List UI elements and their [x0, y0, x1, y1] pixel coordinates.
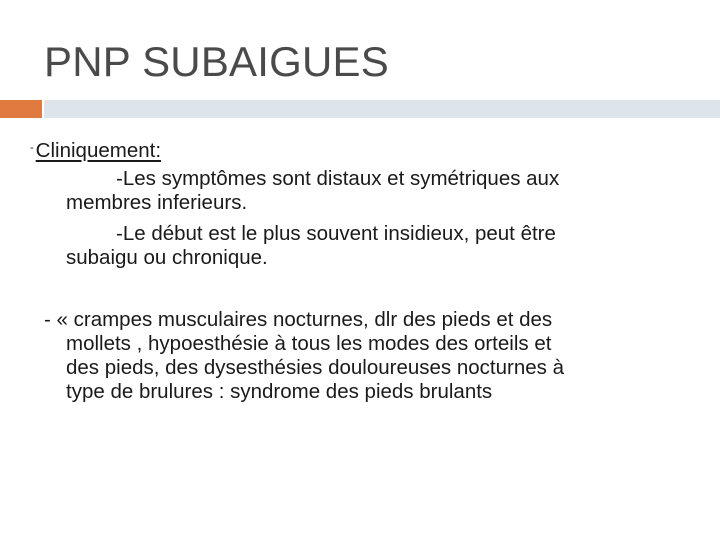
accent-bar — [0, 100, 42, 118]
slide-title: PNP SUBAIGUES — [44, 38, 389, 85]
cramps-line-3: des pieds, des dysesthésies douloureuses nocturnes à — [66, 356, 565, 379]
cramps-line-4: type de brulures : syndrome des pieds brulants — [66, 380, 493, 403]
title-underline-bar — [44, 100, 720, 118]
clinical-heading-line — [30, 137, 161, 162]
cramps-line-2: mollets , hypoesthésie à tous les modes des orteils et — [66, 332, 552, 355]
onset-line-2: subaigu ou chronique. — [66, 246, 268, 269]
clinical-heading: Cliniquement: — [35, 139, 162, 162]
cramps-line-1: - « crampes musculaires nocturnes, dlr des pieds et des — [44, 308, 553, 331]
onset-line-1: -Le début est le plus souvent insidieux, peut être — [116, 222, 556, 245]
symptoms-line-1: -Les symptômes sont distaux et symétriques aux — [116, 167, 560, 190]
symptoms-line-2: membres inferieurs. — [66, 191, 248, 214]
bullet-dash: - — [30, 142, 34, 154]
